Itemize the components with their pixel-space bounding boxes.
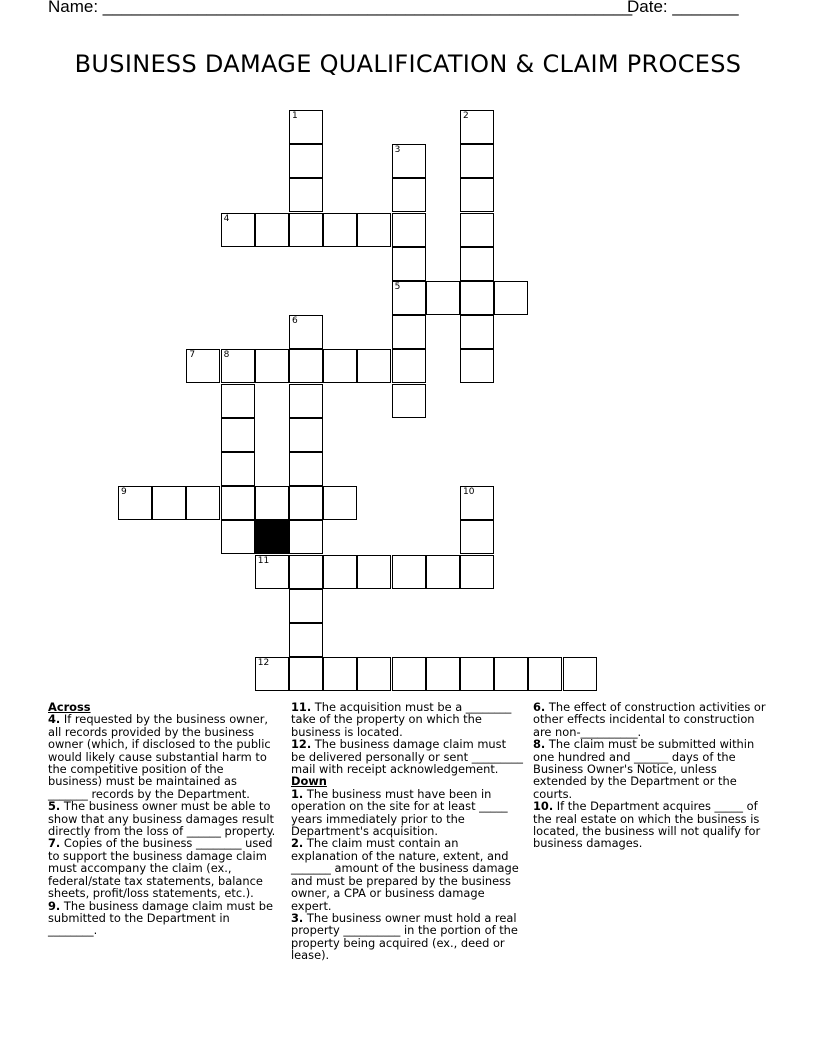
crossword-cell[interactable] — [323, 657, 357, 691]
crossword-cell[interactable] — [289, 657, 323, 691]
crossword-cell[interactable] — [392, 315, 426, 349]
crossword-cell[interactable] — [460, 178, 494, 212]
crossword-cell[interactable] — [323, 349, 357, 383]
clue-number-6: 6 — [292, 316, 298, 327]
crossword-cell[interactable] — [392, 281, 426, 315]
clue-down-6: 6. The effect of construction activities or other effects incidental to construction are non-__________. — [533, 700, 766, 739]
crossword-cell[interactable] — [221, 213, 255, 247]
clue-number-11: 11 — [257, 555, 270, 566]
clue-number-3: 3 — [394, 145, 401, 156]
crossword-cell[interactable] — [460, 110, 494, 144]
clue-down-1: 1. The business must have been in operation on the site for at least _____ years immediately prior to the Department's acquisition. — [291, 786, 508, 839]
clues-column-2 — [291, 701, 523, 962]
crossword-cell[interactable] — [221, 520, 255, 554]
clues-column-1 — [48, 701, 280, 937]
crossword-cell[interactable] — [289, 349, 323, 383]
crossword-cell[interactable] — [392, 657, 426, 691]
clue-down-8: 8. The claim must be submitted within one hundred and ______ days of the Business Owner's Notice, unless extended by the Department or the courts. — [533, 737, 755, 801]
crossword-cell[interactable] — [392, 213, 426, 247]
crossword-cell[interactable] — [392, 178, 426, 212]
crossword-cell[interactable] — [323, 555, 357, 589]
clue-down-10: 10. If the Department acquires _____ of the real estate on which the business is located, the business will not qualify for business damages. — [533, 799, 761, 851]
clue-number-7: 7 — [189, 350, 196, 361]
crossword-cell[interactable] — [118, 486, 152, 520]
crossword-cell[interactable] — [289, 315, 323, 349]
crossword-cell[interactable] — [289, 144, 323, 178]
crossword-black-cell — [255, 520, 289, 554]
crossword-cell[interactable] — [494, 657, 528, 691]
crossword-cell[interactable] — [289, 452, 323, 486]
crossword-cell[interactable] — [357, 213, 391, 247]
crossword-cell[interactable] — [357, 657, 391, 691]
crossword-cell[interactable] — [221, 384, 255, 418]
crossword-cell[interactable] — [289, 418, 323, 452]
clue-number-2: 2 — [463, 111, 469, 121]
crossword-cell[interactable] — [221, 349, 255, 383]
crossword-cell[interactable] — [460, 657, 494, 691]
clue-across-9: 9. The business damage claim must be submitted to the Department in ________. — [48, 898, 273, 938]
clue-number-5: 5 — [394, 282, 401, 292]
down-heading: Down — [291, 774, 327, 789]
crossword-cell[interactable] — [392, 555, 426, 589]
crossword-cell[interactable] — [255, 486, 289, 520]
crossword-cell[interactable] — [221, 486, 255, 520]
clue-down-2: 2. The claim must contain an explanation of the nature, extent, and _______ amount of the business damage and must be prepared by the business owner, a CPA or business damage expert. — [291, 836, 519, 913]
crossword-cell[interactable] — [255, 349, 289, 383]
crossword-cell[interactable] — [426, 555, 460, 589]
crossword-cell[interactable] — [221, 418, 255, 452]
clue-number-12: 12 — [257, 658, 270, 669]
crossword-cell[interactable] — [186, 486, 220, 520]
crossword-cell[interactable] — [392, 349, 426, 383]
clue-number-4: 4 — [223, 213, 230, 224]
crossword-cell[interactable] — [460, 486, 494, 520]
crossword-cell[interactable] — [255, 213, 289, 247]
crossword-cell[interactable] — [460, 144, 494, 178]
crossword-cell[interactable] — [289, 520, 323, 554]
clue-across-11: 11. The acquisition must be a ________ take of the property on which the business is located. — [291, 700, 512, 739]
crossword-cell[interactable] — [460, 213, 494, 247]
crossword-cell[interactable] — [426, 281, 460, 315]
crossword-cell[interactable] — [460, 247, 494, 281]
across-heading: Across — [48, 700, 91, 714]
crossword-cell[interactable] — [357, 349, 391, 383]
crossword-cell[interactable] — [460, 281, 494, 315]
clue-number-10: 10 — [463, 487, 475, 498]
clue-down-3: 3. The business owner must hold a real property __________ in the portion of the property being acquired (ex., deed or lease). — [291, 910, 518, 963]
crossword-cell[interactable] — [426, 657, 460, 691]
crossword-cell[interactable] — [392, 144, 426, 178]
clue-number-9: 9 — [121, 487, 127, 498]
page-title: BUSINESS DAMAGE QUALIFICATION & CLAIM PROCESS — [74, 50, 742, 78]
crossword-cell[interactable] — [460, 555, 494, 589]
crossword-cell[interactable] — [289, 213, 323, 247]
crossword-cell[interactable] — [494, 281, 528, 315]
crossword-cell[interactable] — [528, 657, 562, 691]
crossword-cell[interactable] — [460, 520, 494, 554]
crossword-cell[interactable] — [289, 486, 323, 520]
crossword-cell[interactable] — [289, 623, 323, 657]
crossword-cell[interactable] — [255, 657, 289, 691]
clue-across-12: 12. The business damage claim must be delivered personally or sent _________ mail with receipt acknowledgement. — [291, 737, 523, 777]
crossword-cell[interactable] — [323, 486, 357, 520]
crossword-cell[interactable] — [323, 213, 357, 247]
crossword-cell[interactable] — [289, 178, 323, 212]
crossword-cell[interactable] — [392, 384, 426, 418]
crossword-cell[interactable] — [289, 110, 323, 144]
crossword-cell[interactable] — [460, 315, 494, 349]
crossword-cell[interactable] — [289, 589, 323, 623]
clue-across-4: 4. If requested by the business owner, all records provided by the business owner (which, if disclosed to the public would likely cause substantial harm to the competitive position of the business) must be maintained as _______ records by the Department. — [48, 712, 271, 801]
clue-number-1: 1 — [292, 111, 298, 121]
crossword-cell[interactable] — [152, 486, 186, 520]
clues-column-3 — [533, 701, 767, 850]
clue-across-7: 7. Copies of the business ________ used to support the business damage claim must accompany the claim (ex., federal/state tax statements, balance sheets, profit/loss statements, etc.). — [48, 836, 273, 901]
crossword-cell[interactable] — [255, 555, 289, 589]
crossword-cell[interactable] — [289, 384, 323, 418]
crossword-cell[interactable] — [186, 349, 220, 383]
crossword-cell[interactable] — [563, 657, 597, 691]
crossword-cell[interactable] — [392, 247, 426, 281]
crossword-cell[interactable] — [460, 349, 494, 383]
clue-number-8: 8 — [223, 350, 230, 361]
crossword-cell[interactable] — [357, 555, 391, 589]
crossword-cell[interactable] — [289, 555, 323, 589]
crossword-cell[interactable] — [221, 452, 255, 486]
clue-across-5: 5. The business owner must be able to show that any business damages result directly from the loss of ______ property. — [48, 799, 276, 839]
name-field-label: Name: ________________________________________________________ — [48, 0, 633, 16]
date-field-label: Date: _______ — [627, 0, 739, 16]
